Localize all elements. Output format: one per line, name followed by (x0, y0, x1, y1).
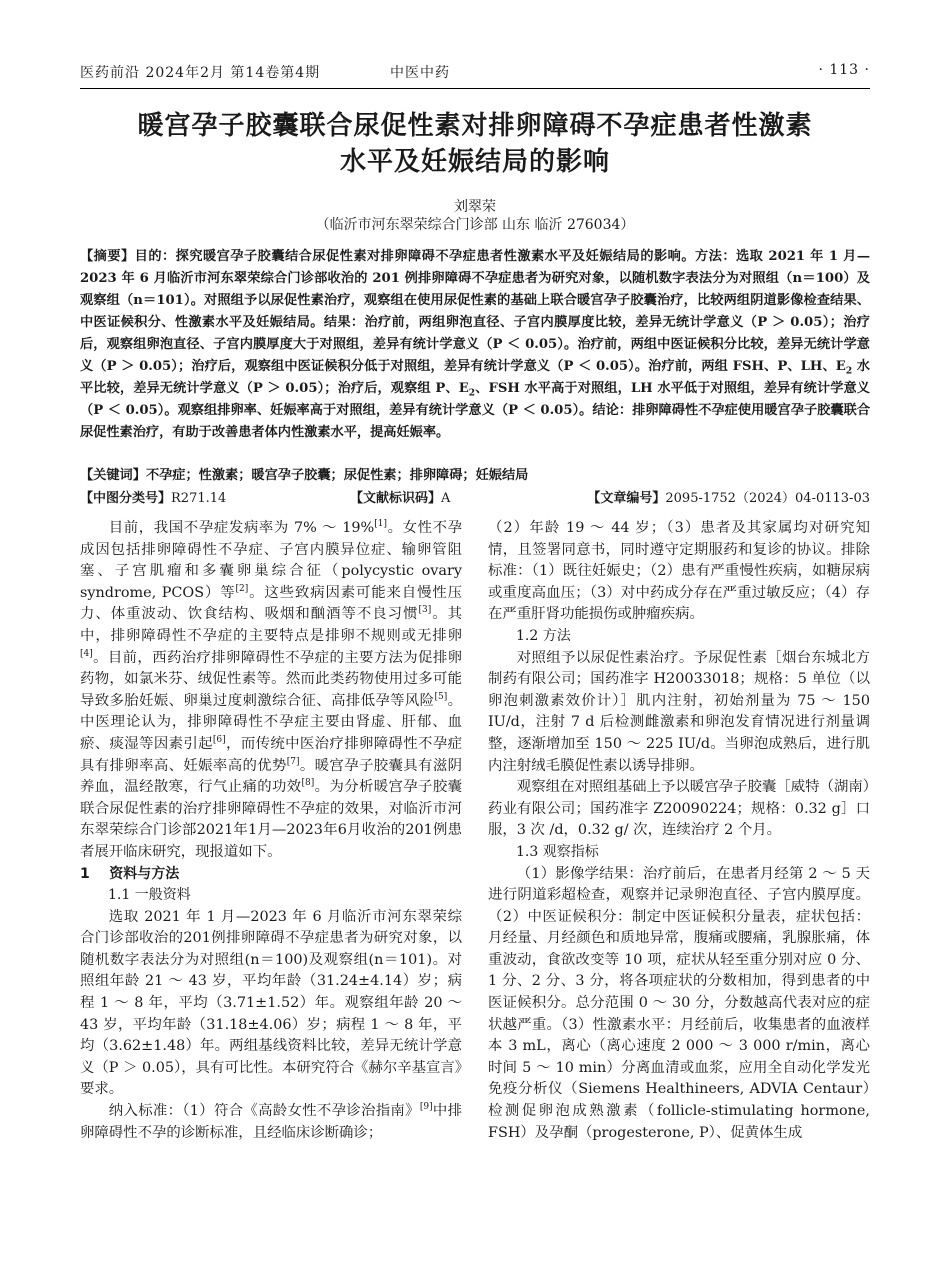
observation-method-paragraph: 观察组在对照组基础上予以暖宫孕子胶囊［威特（湖南）药业有限公司；国药准字 Z20090224；规格：0.32 g］口服，3 次 /d，0.32 g/ 次，连续治疗 2 个月。 (488, 779, 870, 839)
page-number: · 113 · (818, 62, 870, 78)
citation[interactable]: [3] (418, 605, 432, 616)
method-label: 方法： (695, 249, 736, 264)
citation[interactable]: [1] (374, 519, 387, 530)
control-method-paragraph: 对照组予以尿促性素治疗。予尿促性素［烟台东城北方制药有限公司；国药准字 H20033018；规格：5 单位（以卵泡刺激素效价计）］肌内注射，初始剂量为 75 ～ 150 IU/d，注射 7 d 后检测雌激素和卵泡发育情况进行剂量调整，逐渐增加至 150 ～ 225 IU/d。当卵泡成熟后，进行肌内注射绒毛膜促性素以诱导排卵。 (488, 649, 870, 774)
indicators-paragraph: （1）影像学结果：治疗前后，在患者月经第 2 ～ 5 天进行阴道彩超检查，观察并记录卵泡直径、子宫内膜厚度。（2）中医证候积分：制定中医证候积分量表，症状包括：月经量、月经颜色和质地异常，腹痛或腰痛，乳腺胀痛，体重波动，食欲改变等 10 项，症状从轻至重分别对应 0 分、1 分、2 分、3 分，将各项症状的分数相加，得到患者的中医证候积分。总分范围 0 ～ 30 分，分数越高代表对应的症状越严重。（3）性激素水平：月经前后，收集患者的血液样本 3 mL，离心（离心速度 2 000 ～ 3 000 r/min，离心时间 5 ～ 10 min）分离血清或血浆，应用全自动化学发光免疫分析仪（Siemens Healthineers, ADVIA Centaur）检测促卵泡成熟激素（follicle-stimulating hormone, FSH）及孕酮（progesterone, P）、促黄体生成 (488, 865, 870, 1141)
objective-label: 目的： (134, 249, 176, 264)
intro-paragraph: 目前，我国不孕症发病率为 7% ～ 19%[1]。女性不孕成因包括排卵障碍性不孕症、子宫内膜异位症、输卵管阻塞、子宫肌瘤和多囊卵巢综合征（polycystic ovary syndrome, PCOS）等[2]。这些致病因素可能来自慢性压力、体重波动、饮食结构、吸烟和酗酒等不良习惯[3]。其中，排卵障碍性不孕症的主要特点是排卵不规则或无排卵[4]。目前，西药治疗排卵障碍性不孕症的主要方法为促排卵药物，如氯米芬、绒促性素等。然而此类药物使用过多可能导致多胎妊娠、卵巢过度刺激综合征、高排低孕等风险[5]。中医理论认为，排卵障碍性不孕症主要由肾虚、肝郁、血瘀、痰湿等因素引起[6]，而传统中医治疗排卵障碍性不孕症具有排卵率高、妊娠率高的优势[7]。暖宫孕子胶囊具有滋阴养血，温经散寒，行气止痛的功效[8]。为分析暖宫孕子胶囊联合尿促性素的治疗排卵障碍性不孕症的效果，对临沂市河东翠荣综合门诊部2021年1月—2023年6月收治的201例患者展开临床研究，现报道如下。 (80, 519, 462, 860)
e2-subscript: 2 (468, 388, 476, 399)
article-title (80, 108, 870, 180)
criteria-continued-paragraph: （2）年龄 19 ～ 44 岁；（3）患者及其家属均对研究知情，且签署同意书，同时遵守定期服药和复诊的协议。排除标准：（1）既往妊娠史；（2）患有严重慢性疾病，如糖尿病或重度高血压；（3）对中药成分存在严重过敏反应；（4）存在严重肝肾功能损伤或肿瘤疾病。 (488, 520, 870, 623)
classification-row (80, 487, 870, 507)
section-name: 中医中药 (390, 65, 450, 81)
abstract-label: 【摘要】 (80, 249, 135, 264)
clc-number: 【中图分类号】R271.14 (80, 491, 227, 506)
result-text-c: 、FSH 水平高于对照组，LH 水平低于对照组，差异有统计学意义（P ＜ 0.05）。观察组排卵率、妊娠率高于对照组，差异有统计学意义（P ＜ 0.05）。 (80, 381, 870, 418)
body-column-left (80, 518, 462, 1144)
article-id: 【文章编号】2095-1752（2024）04-0113-03 (587, 491, 870, 506)
keywords-label: 【关键词】 (80, 468, 146, 483)
journal-page (80, 0, 870, 1280)
objective-text: 探究暖宫孕子胶囊结合尿促性素对排卵障碍不孕症患者性激素水平及妊娠结局的影响。 (175, 249, 695, 264)
header-rule (80, 88, 870, 89)
conclusion-label: 结论： (592, 403, 633, 418)
citation[interactable]: [4] (80, 648, 93, 659)
inclusion-criteria-paragraph: 纳入标准：（1）符合《高龄女性不孕诊治指南》[9]中排卵障碍性不孕的诊断标准，且经临床诊断确诊； (80, 1102, 462, 1141)
method-text: 选取 2021 年 1 月—2023 年 6 月临沂市河东翠荣综合门诊部收治的 201 例排卵障碍不孕症患者为研究对象，以随机数字表法分为对照组（n＝100）及观察组（n＝101）。对照组予以尿促性素治疗，观察组在使用尿促性素的基础上联合暖宫孕子胶囊治疗，比较两组阴道影像检查结果、中医证候积分、性激素水平及妊娠结局。 (80, 249, 871, 330)
citation[interactable]: [7] (286, 756, 300, 767)
citation[interactable]: [8] (301, 778, 315, 789)
affiliation: （临沂市河东翠荣综合门诊部 山东 临沂 276034） (315, 217, 635, 233)
citation[interactable]: [6] (212, 735, 226, 746)
document-code: 【文献标识码】A (350, 491, 451, 506)
subsection-heading-1-2: 1.2 方法 (516, 627, 571, 644)
general-data-paragraph: 选取 2021 年 1 月—2023 年 6 月临沂市河东翠荣综合门诊部收治的201例排卵障碍不孕症患者为研究对象，以随机数字表法分为对照组(n＝100)及观察组(n＝101)。对照组年龄 21 ～ 43 岁，平均年龄（31.24±4.14）岁；病程 1 ～ 8 年，平均（3.71±1.52）年。观察组年龄 20 ～ 43 岁，平均年龄（31.18±4.06）岁；病程 1 ～ 8 年，平均（3.62±1.48）年。两组基线资料比较，差异无统计学意义（P ＞ 0.05），具有可比性。本研究符合《赫尔辛基宣言》要求。 (80, 908, 462, 1098)
subsection-heading-1-1: 1.1 一般资料 (108, 887, 191, 904)
abstract (80, 246, 870, 444)
running-header (80, 62, 870, 86)
conclusion-text: 排卵障碍性不孕症使用暖宫孕子胶囊联合尿促性素治疗，有助于改善患者体内性激素水平，提高妊娠率。 (80, 403, 871, 440)
journal-issue: 医药前沿 2024年2月 第14卷第4期 (80, 65, 321, 81)
author: 刘翠荣 (454, 199, 496, 215)
result-text-a: 治疗前，两组卵泡直径、子宫内膜厚度比较，差异无统计学意义（P ＞ 0.05）；治疗后，观察组卵泡直径、子宫内膜厚度大于对照组，差异有统计学意义（P ＜ 0.05）。治疗前，两组中医证候积分比较，差异无统计学意义（P ＞ 0.05）；治疗后，观察组中医证候积分低于对照组，差异有统计学意义（P ＜ 0.05）。治疗前，两组 FSH、P、LH、E (80, 315, 870, 374)
title-line-2: 水平及妊娠结局的影响 (339, 147, 610, 177)
result-text-b: 水平比较，差异无统计学意义（P ＞ 0.05）；治疗后，观察组 P、E (80, 359, 870, 396)
section-heading-1: 1 资料与方法 (80, 865, 180, 882)
subsection-heading-1-3: 1.3 观察指标 (516, 843, 599, 860)
e2-subscript: 2 (845, 366, 853, 377)
citation[interactable]: [9] (419, 1102, 433, 1113)
citation[interactable]: [2] (235, 583, 249, 594)
body-column-right (488, 518, 870, 1144)
keywords-text: 不孕症；性激素；暖宫孕子胶囊；尿促性素；排卵障碍；妊娠结局 (145, 468, 529, 483)
title-line-1: 暖宫孕子胶囊联合尿促性素对排卵障碍不孕症患者性激素 (137, 111, 813, 141)
result-label: 结果： (323, 315, 365, 330)
citation[interactable]: [5] (434, 691, 448, 702)
keywords (80, 464, 870, 483)
